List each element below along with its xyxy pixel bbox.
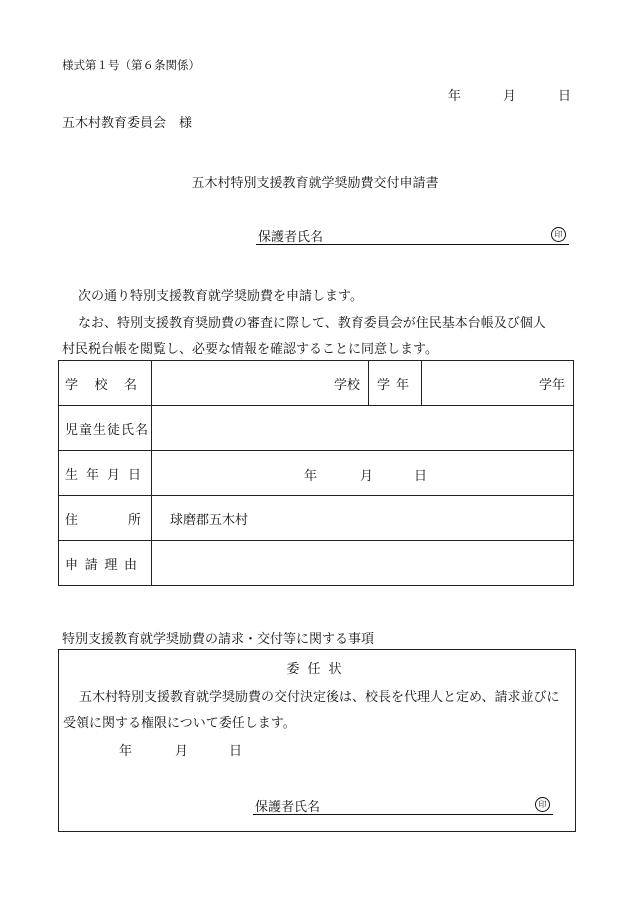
- school-label: 学 校 名: [59, 361, 152, 406]
- school-suffix: 学校: [333, 377, 360, 393]
- delegation-day-label: 日: [229, 744, 243, 759]
- consent-paragraph-1: 次の通り特別支援教育就学奨励費を申請します。: [78, 289, 363, 304]
- address-field[interactable]: [152, 496, 574, 541]
- birth-month-label: 月: [360, 469, 374, 484]
- table-row-address: [59, 496, 574, 541]
- delegation-paragraph-1: 五木村特別支援教育就学奨励費の交付決定後は、校長を代理人と定め、請求並びに: [79, 690, 560, 705]
- application-table: [58, 360, 574, 586]
- birthdate-field[interactable]: [152, 451, 574, 496]
- table-row-birthdate: [59, 451, 574, 496]
- consent-paragraph-2: なお、特別支援教育奨励費の審査に際して、教育委員会が住民基本台帳及び個人: [78, 316, 546, 331]
- guardian-name-field[interactable]: [256, 226, 569, 245]
- birthdate-label: 生 年 月 日: [59, 451, 152, 496]
- delegation-paragraph-2: 受領に関する権限について委任します。: [63, 716, 296, 731]
- grade-field[interactable]: [422, 361, 574, 406]
- date-month-label: 月: [503, 89, 517, 104]
- consent-paragraph-3: 村民税台帳を閲覧し、必要な情報を確認することに同意します。: [62, 342, 438, 357]
- birth-year-label: 年: [304, 469, 318, 484]
- table-row-reason: [59, 541, 574, 586]
- student-name-field[interactable]: [152, 406, 574, 451]
- date-year-label: 年: [448, 89, 462, 104]
- delegation-seal-icon: 印: [535, 797, 550, 812]
- guardian-name-label: 保護者氏名: [258, 230, 324, 245]
- address-label: 住 所: [59, 496, 152, 541]
- reason-field[interactable]: [152, 541, 574, 586]
- grade-suffix: 学年: [538, 377, 565, 393]
- reason-label: 申 請 理 由: [59, 541, 152, 586]
- form-number-label: 様式第１号（第６条関係）: [62, 58, 200, 72]
- delegation-month-label: 月: [175, 744, 189, 759]
- table-row-school: [59, 361, 574, 406]
- date-day-label: 日: [558, 89, 572, 104]
- school-name-field[interactable]: [152, 361, 369, 406]
- application-date: [0, 85, 630, 104]
- seal-mark-icon: 印: [551, 227, 566, 242]
- document-title: 五木村特別支援教育就学奨励費交付申請書: [191, 176, 439, 191]
- addressee: 五木村教育委員会 様: [62, 116, 193, 131]
- delegation-guardian-label: 保護者氏名: [255, 800, 321, 815]
- delegation-title: 委任状: [286, 662, 350, 677]
- birth-day-label: 日: [414, 469, 428, 484]
- delegation-box: [58, 649, 576, 832]
- address-value: 球磨郡五木村: [170, 512, 249, 528]
- delegation-guardian-field[interactable]: [253, 796, 553, 815]
- student-name-label: 児童生徒氏名: [59, 406, 152, 451]
- delegation-year-label: 年: [119, 744, 133, 759]
- delegation-section-title: 特別支援教育就学奨励費の請求・交付等に関する事項: [62, 632, 375, 647]
- table-row-student-name: [59, 406, 574, 451]
- grade-label: 学 年: [369, 361, 422, 406]
